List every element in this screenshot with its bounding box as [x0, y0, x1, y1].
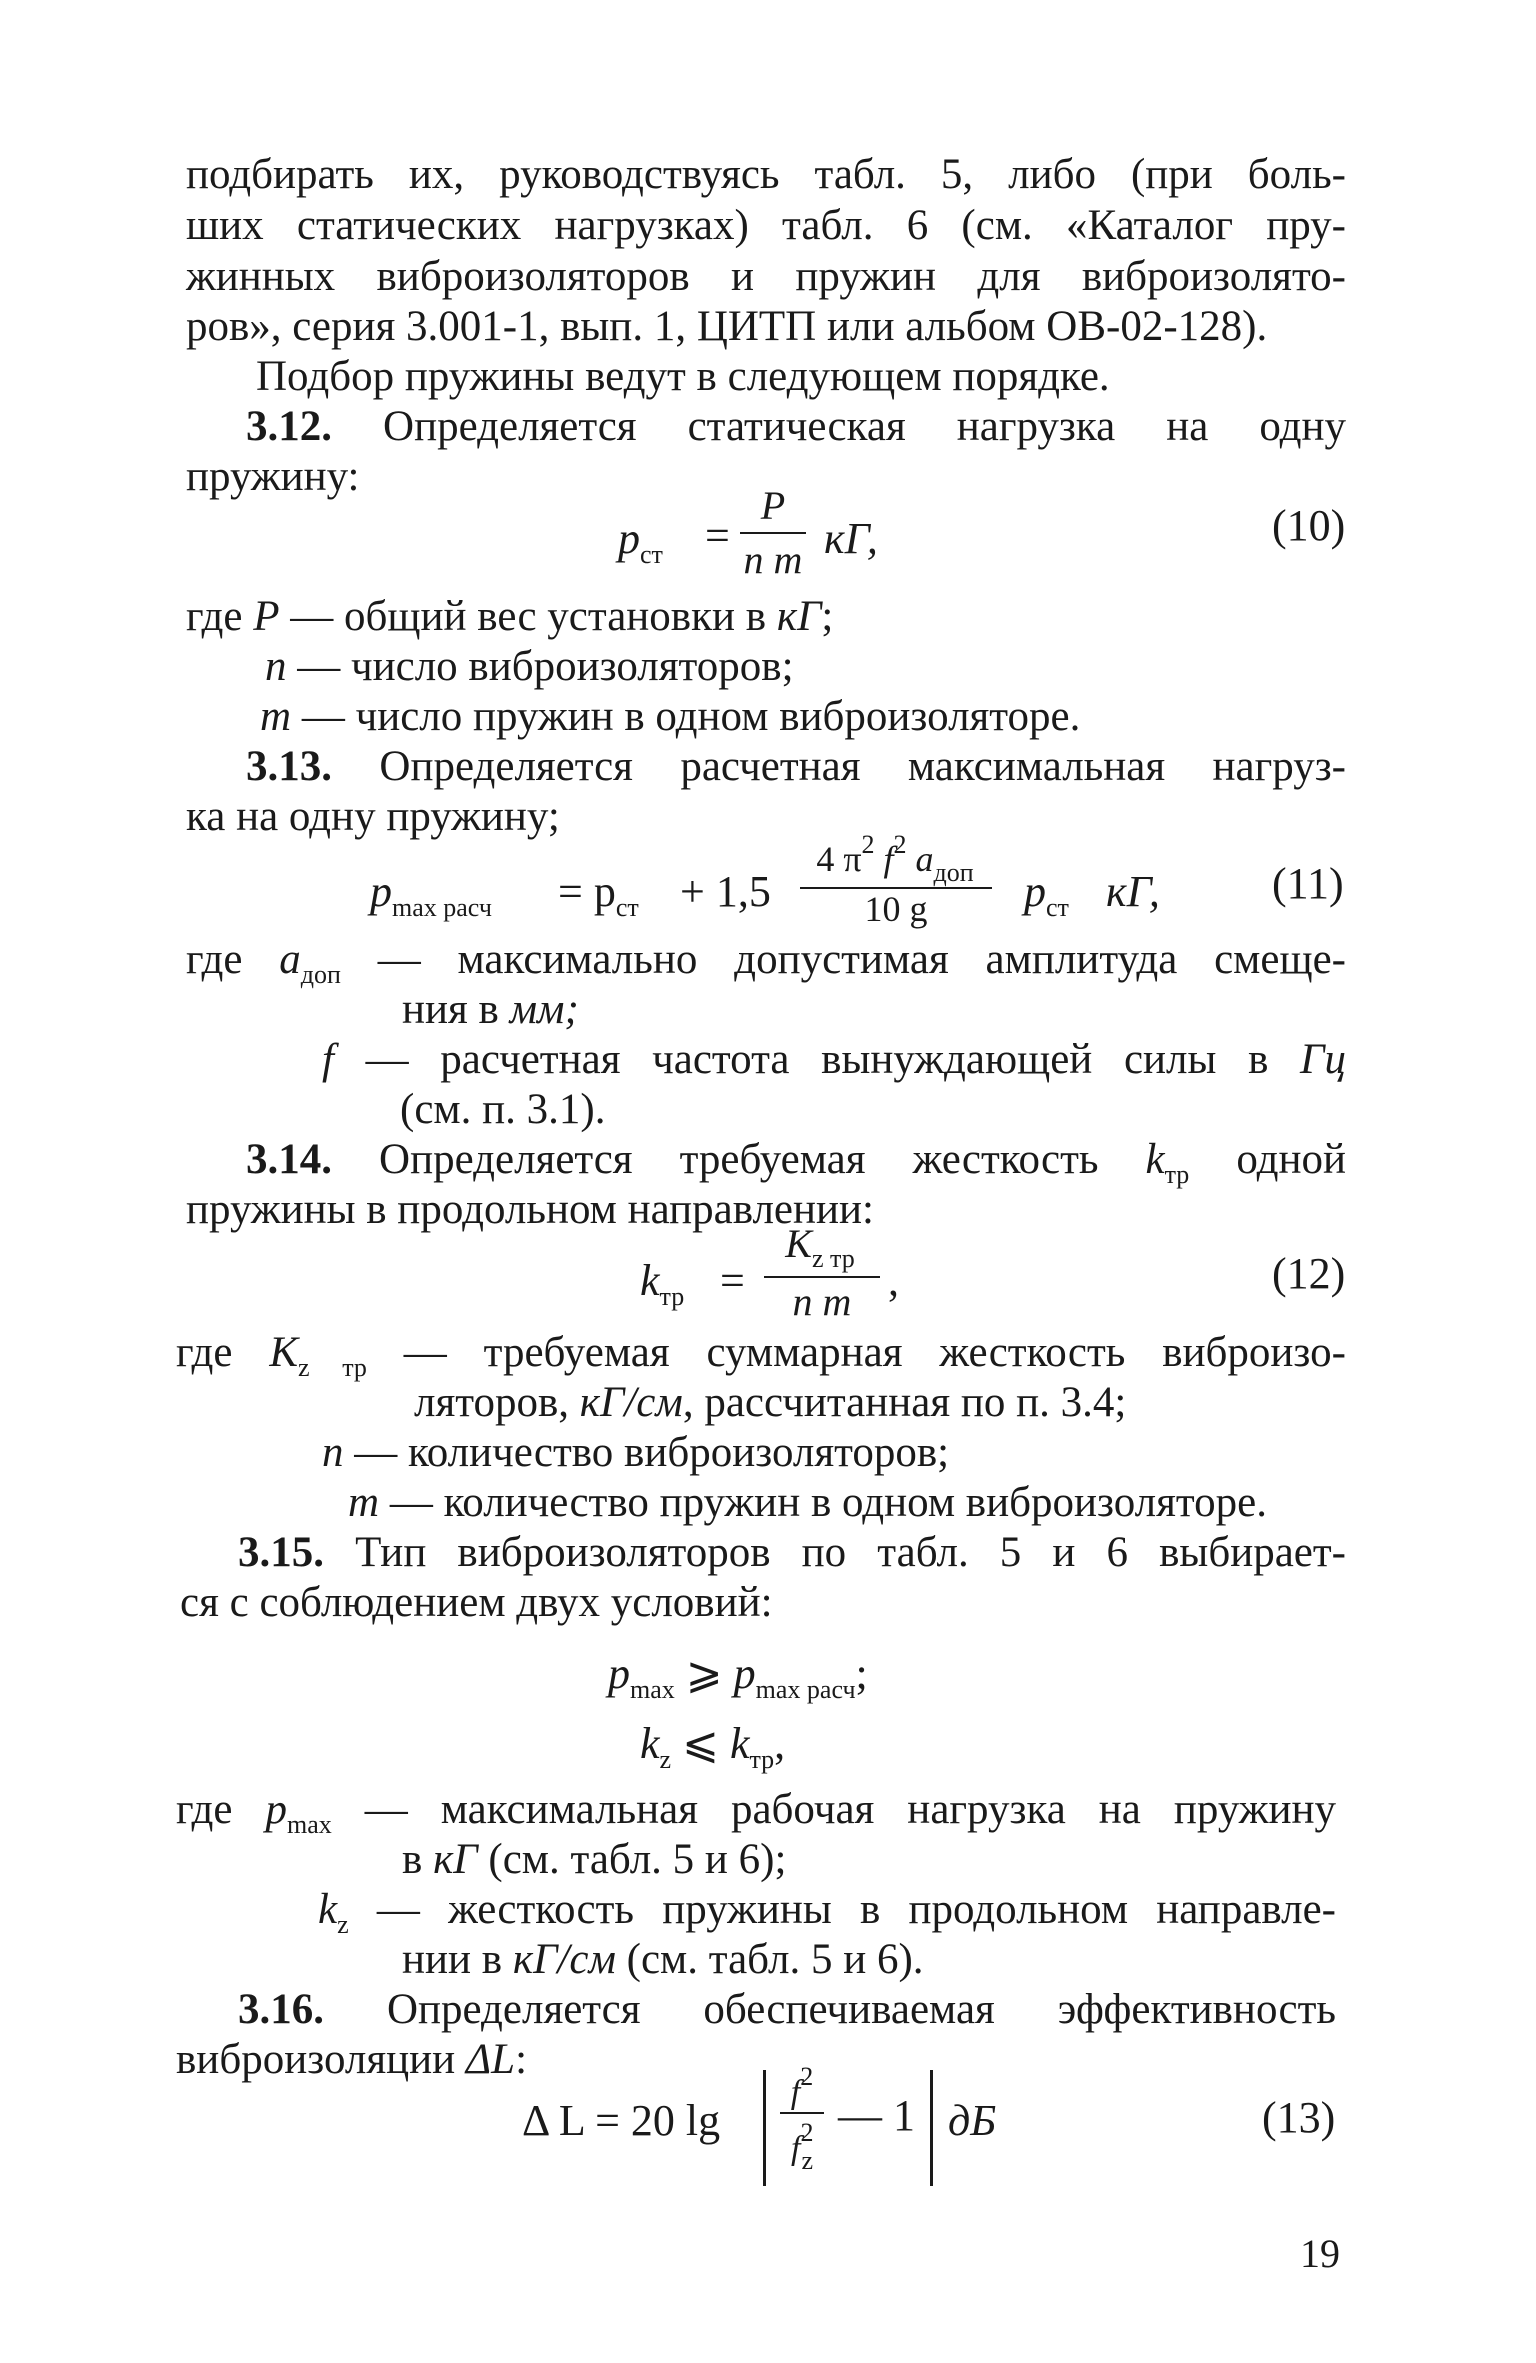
where-line: m — число пружин в одном виброизоляторе. — [260, 693, 1081, 740]
where-line: где $K_{z тр}$ — требуемая суммарная жесткость виброизо- — [176, 1329, 1346, 1382]
where-line: где $p_{max}$ — максимальная рабочая нагрузка на пружину — [176, 1786, 1336, 1839]
section-3-14-line1: 3.14. Определяется требуемая жесткость $k_{тр}$ одной — [246, 1136, 1346, 1189]
page-number: 19 — [1300, 2231, 1340, 2276]
equation-label: (11) — [1272, 859, 1344, 908]
text-line: подбирать их, руководствуясь табл. 5, либо (при боль- — [186, 151, 1346, 198]
where-line: n — число виброизоляторов; — [265, 643, 794, 690]
text-line: пружину: — [186, 453, 360, 500]
section-3-12-line1: 3.12. Определяется статическая нагрузка на одну — [246, 403, 1346, 450]
where-line: ляторов, кГ/см, рассчитанная по п. 3.4; — [414, 1379, 1127, 1426]
text-line: ся с соблюдением двух условий: — [180, 1579, 773, 1626]
where-line: (см. п. 3.1). — [400, 1086, 606, 1133]
where-line: где $a_{доп}$ — максимально допустимая амплитуда смеще- — [186, 936, 1346, 989]
text-line: пружины в продольном направлении: — [186, 1186, 874, 1233]
text-line: виброизоляции ΔL: — [176, 2036, 528, 2083]
where-line: ния в мм; — [402, 986, 579, 1033]
text-line: жинных виброизоляторов и пружин для виброизолято- — [186, 253, 1346, 300]
where-line: где P — общий вес установки в кГ; — [186, 593, 834, 640]
where-line: нии в кГ/см (см. табл. 5 и 6). — [402, 1936, 924, 1983]
condition-1: $p_{max}$ ⩾ $p_{max расч}$; — [608, 1649, 868, 1704]
document-page: подбирать их, руководствуясь табл. 5, либо (при боль- ших статических нагрузках) табл. 6 (см. «Каталог пру- жинных виброизоляторов и пружин для виброизолято- ров», серия 3.001-1, вып. 1, ЦИТП или альбом ОВ-02-128). Подбор пружины ведут в следующем порядке. 3.12. Определяется статическая нагрузка на одну пружину: $p_{ст}$ = P n m кГ, (10) где P — общий вес установки в кГ; n — число виброизоляторов; m — число пружин в одном виброизоляторе. 3.13. Определяется расчетная максимальная нагруз- ка на одну пружину; $p_{max расч}$ = $p_{ст}$ + 1,5 4 $\pi^2$ $f^2$ $a_{доп}$ 10 g $p_{ст}$ кГ, (11) где $a_{доп}$ — максимально допустимая амплитуда смеще- ния в мм; f — расчетная частота вынуждающей силы в Гц (см. п. 3.1). 3.14. Определяется требуемая жесткость $k_{тр}$ одной пружины в продольном направлении: $k_{тр}$ = $K_{z тр}$ n m , (12) где $K_{z тр}$ — требуемая суммарная жесткость виброизо- ляторов, кГ/см, рассчитанная по п. 3.4; n — количество виброизоляторов; m — количество пружин в одном виброизоляторе. 3.15. Тип виброизоляторов по табл. 5 и 6 выбирает- ся с соблюдением двух условий: $p_{max}$ ⩾ $p_{max расч}$; $k_z$ ⩽ $k_{тр}$, где $p_{max}$ — максимальная рабочая нагрузка на пружину в кГ (см. табл. 5 и 6); $k_z$ — жесткость пружины в продольном направле- нии в кГ/см (см. табл. 5 и 6). 3.16. Определяется обеспечиваемая эффективность виброизоляции ΔL: Δ L = 20 lg $f^2$ $f^2_z$ — 1 дБ (13) 19 — [176, 151, 1346, 2276]
where-line: n — количество виброизоляторов; — [322, 1429, 950, 1476]
section-3-15-line1: 3.15. Тип виброизоляторов по табл. 5 и 6 выбирает- — [238, 1529, 1346, 1576]
where-line: в кГ (см. табл. 5 и 6); — [402, 1836, 787, 1883]
equation-label: (12) — [1272, 1249, 1346, 1298]
where-line: m — количество пружин в одном виброизоляторе. — [348, 1479, 1267, 1526]
section-3-16-line1: 3.16. Определяется обеспечиваемая эффективность — [238, 1986, 1337, 2033]
section-number: 3.16. — [238, 1986, 324, 2033]
where-line: $k_z$ — жесткость пружины в продольном направле- — [318, 1886, 1336, 1939]
text-line: ка на одну пружину; — [186, 793, 560, 840]
section-number: 3.14. — [246, 1136, 332, 1183]
section-number: 3.12. — [246, 403, 332, 450]
text-line: ров», серия 3.001-1, вып. 1, ЦИТП или альбом ОВ-02-128). — [186, 303, 1268, 350]
section-3-13-line1: 3.13. Определяется расчетная максимальная нагруз- — [246, 743, 1346, 790]
equation-label: (10) — [1272, 501, 1346, 550]
text-line: ших статических нагрузках) табл. 6 (см. «Каталог пру- — [186, 202, 1346, 249]
equation-label: (13) — [1262, 2093, 1336, 2142]
condition-2: $k_z$ ⩽ $k_{тр}$, — [640, 1719, 786, 1774]
section-number: 3.13. — [246, 743, 332, 790]
text-line: Подбор пружины ведут в следующем порядке. — [256, 353, 1110, 400]
where-line: f — расчетная частота вынуждающей силы в Гц — [322, 1036, 1346, 1083]
section-number: 3.15. — [238, 1529, 324, 1576]
